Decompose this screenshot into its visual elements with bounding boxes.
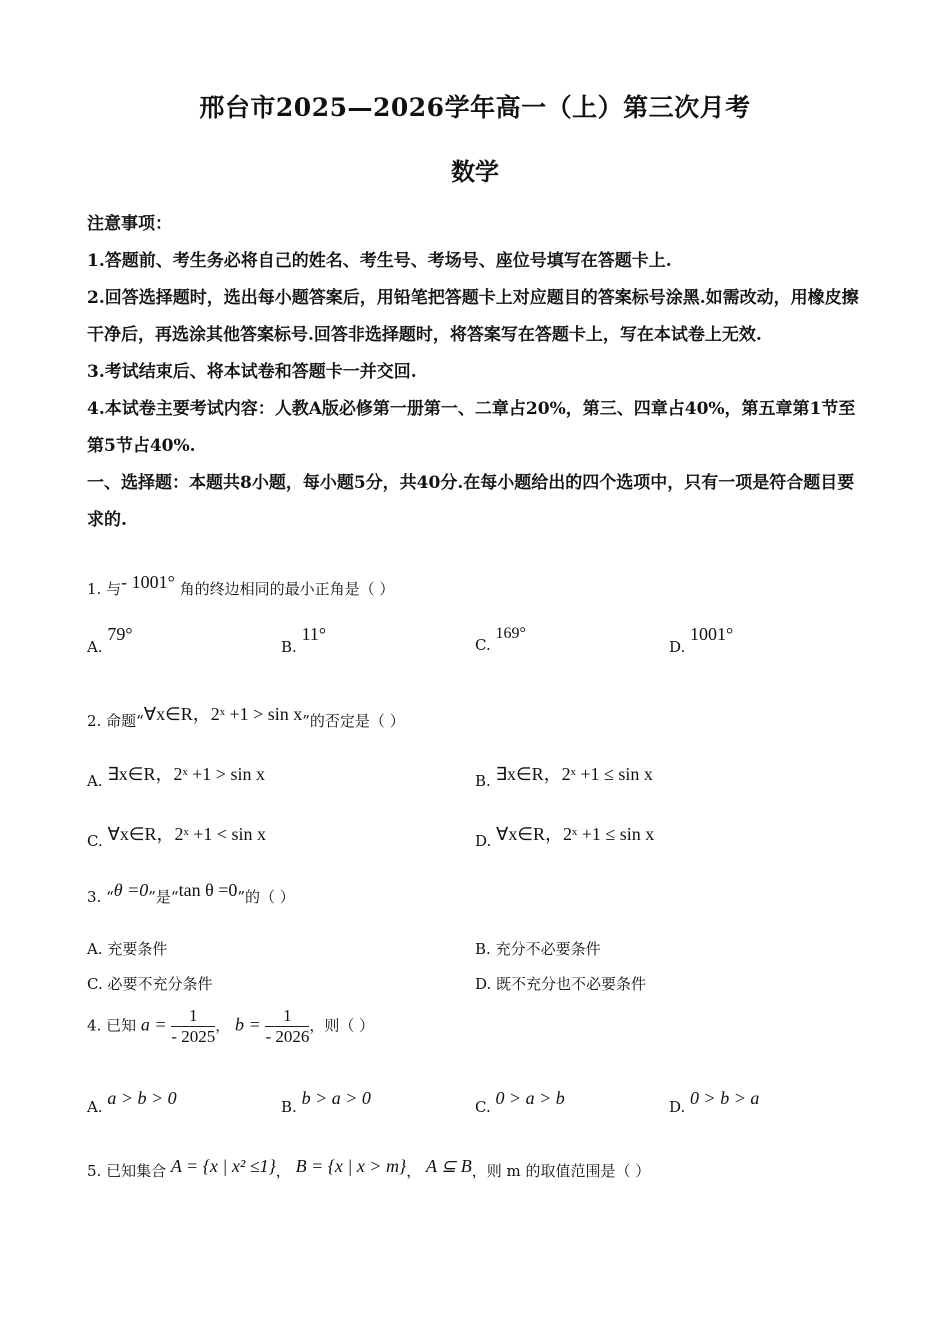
question-5: 5. 已知集合 A = {x | x² ≤1}， B = {x | x > m}， A ⊆ B，则 m 的取值范围是（ ）	[87, 1156, 651, 1180]
q3-option-a: A. 充要条件	[87, 940, 168, 958]
q3-expr-2: tan θ =0	[178, 880, 238, 900]
q2-option-a: A. ∃x∈R，2ˣ +1 > sin x	[87, 764, 265, 790]
q1-option-d: D. 1001°	[669, 624, 734, 656]
exam-title: 邢台市2025—2026学年高一（上）第三次月考	[199, 93, 751, 122]
q2-option-b: B. ∃x∈R，2ˣ +1 ≤ sin x	[475, 764, 653, 790]
q2-option-c: C. ∀x∈R，2ˣ +1 < sin x	[87, 824, 267, 850]
q3-option-c: C. 必要不充分条件	[87, 975, 213, 993]
q3-expr-1: θ =0	[113, 880, 149, 900]
q2-option-d: D. ∀x∈R，2ˣ +1 ≤ sin x	[475, 824, 655, 850]
notes-heading: 注意事项：	[87, 214, 172, 234]
q1-option-b: B. 11°	[281, 624, 327, 656]
q1-prefix: 1. 与	[87, 580, 122, 598]
section-heading: 一、选择题：本题共8小题，每小题5分，共40分.在每小题给出的四个选项中，只有一项是符合题目要求的.	[87, 473, 855, 530]
q3-option-b: B. 充分不必要条件	[475, 940, 601, 958]
note-item-2: 2.回答选择题时，选出每小题答案后，用铅笔把答题卡上对应题目的答案标号涂黑.如需改动，用橡皮擦干净后，再选涂其他答案标号.回答非选择题时，将答案写在答题卡上，写在本试卷上无效.	[87, 288, 859, 345]
note-item-1: 1.答题前、考生务必将自己的姓名、考生号、考场号、座位号填写在答题卡上.	[87, 251, 672, 271]
q1-option-c: C. 169°	[475, 625, 526, 654]
q4-fraction-b: $\frac{1}{- 2026}$	[265, 1006, 310, 1046]
q4-option-d: D. 0 > b > a	[669, 1088, 760, 1116]
q4-fraction-a: $\frac{1}{- 2025}$	[171, 1006, 216, 1046]
q3-option-d: D. 既不充分也不必要条件	[475, 975, 647, 993]
q4-option-a: A. a > b > 0	[87, 1088, 177, 1116]
q1-suffix: 角的终边相同的最小正角是（ ）	[179, 580, 395, 598]
question-2: 2. 命题“∀x∈R，2ˣ +1 > sin x”的否定是（ ）	[87, 704, 405, 730]
notes-block	[87, 206, 867, 539]
note-item-3: 3.考试结束后、将本试卷和答题卡一并交回.	[87, 362, 417, 382]
q5-set-a: A = {x | x² ≤1}	[170, 1156, 276, 1176]
q4-option-c: C. 0 > a > b	[475, 1088, 565, 1116]
question-3: 3. “θ =0”是“tan θ =0”的（ ）	[87, 880, 295, 906]
q4-option-b: B. b > a > 0	[281, 1088, 371, 1116]
note-item-4: 4.本试卷主要考试内容：人教A版必修第一册第一、二章占20%，第三、四章占40%，第五章第1节至第5节占40%.	[87, 399, 856, 456]
q5-set-b: B = {x | x > m}	[295, 1156, 407, 1176]
q1-option-a: A. 79°	[87, 624, 133, 656]
q2-expr: ∀x∈R，2ˣ +1 > sin x	[143, 704, 303, 724]
exam-subject: 数学	[451, 157, 499, 186]
q5-relation: A ⊆ B	[425, 1156, 472, 1176]
q1-expr: - 1001°	[121, 572, 175, 592]
question-1	[87, 572, 395, 599]
question-4: 4. 已知 a = $\frac{1}{- 2025}$ ， b = $\frac{1}{- 2026}$ ，则（ ）	[87, 1006, 375, 1046]
